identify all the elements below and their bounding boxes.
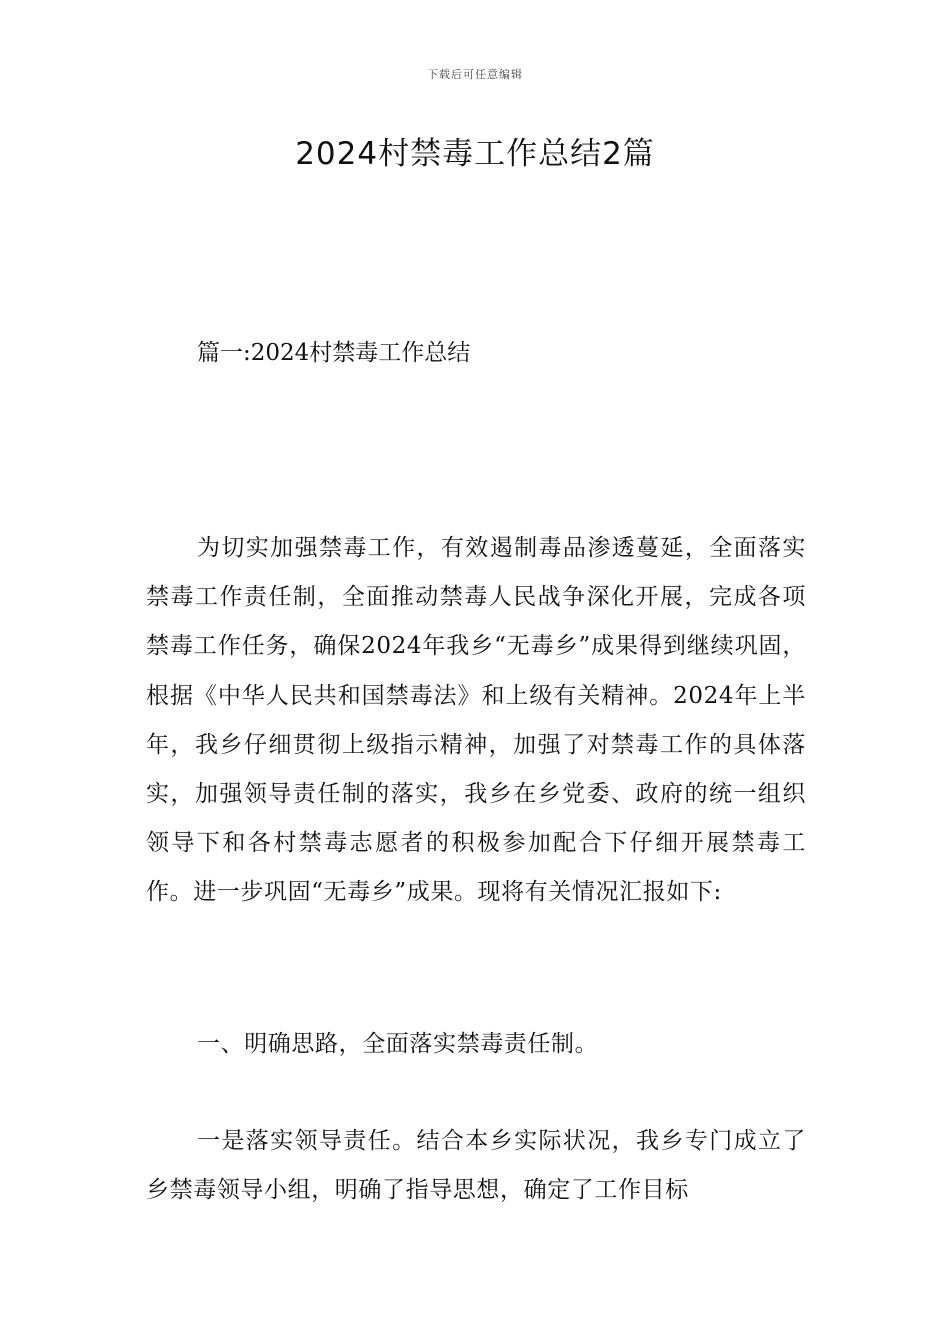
header-note: 下载后可任意编辑 [427, 68, 523, 81]
subsection-heading: 一、明确思路，全面落实禁毒责任制。 [197, 1031, 599, 1057]
body-paragraph: 一是落实领导责任。结合本乡实际状况，我乡专门成立了乡禁毒领导小组，明确了指导思想，确定了工作目标 [146, 1128, 806, 1204]
section-heading: 篇一:2024村禁毒工作总结 [197, 340, 471, 366]
body-paragraph: 为切实加强禁毒工作，有效遏制毒品渗透蔓延，全面落实禁毒工作责任制，全面推动禁毒人民战争深化开展，完成各项禁毒工作任务，确保2024年我乡“无毒乡”成果得到继续巩固，根据《中华人民共和国禁毒法》和上级有关精神。2024年上半年，我乡仔细贯彻上级指示精神，加强了对禁毒工作的具体落实，加强领导责任制的落实，我乡在乡党委、政府的统一组织领导下和各村禁毒志愿者的积极参加配合下仔细开展禁毒工作。进一步巩固“无毒乡”成果。现将有关情况汇报如下: [146, 535, 806, 906]
document-title: 2024村禁毒工作总结2篇 [295, 136, 655, 172]
